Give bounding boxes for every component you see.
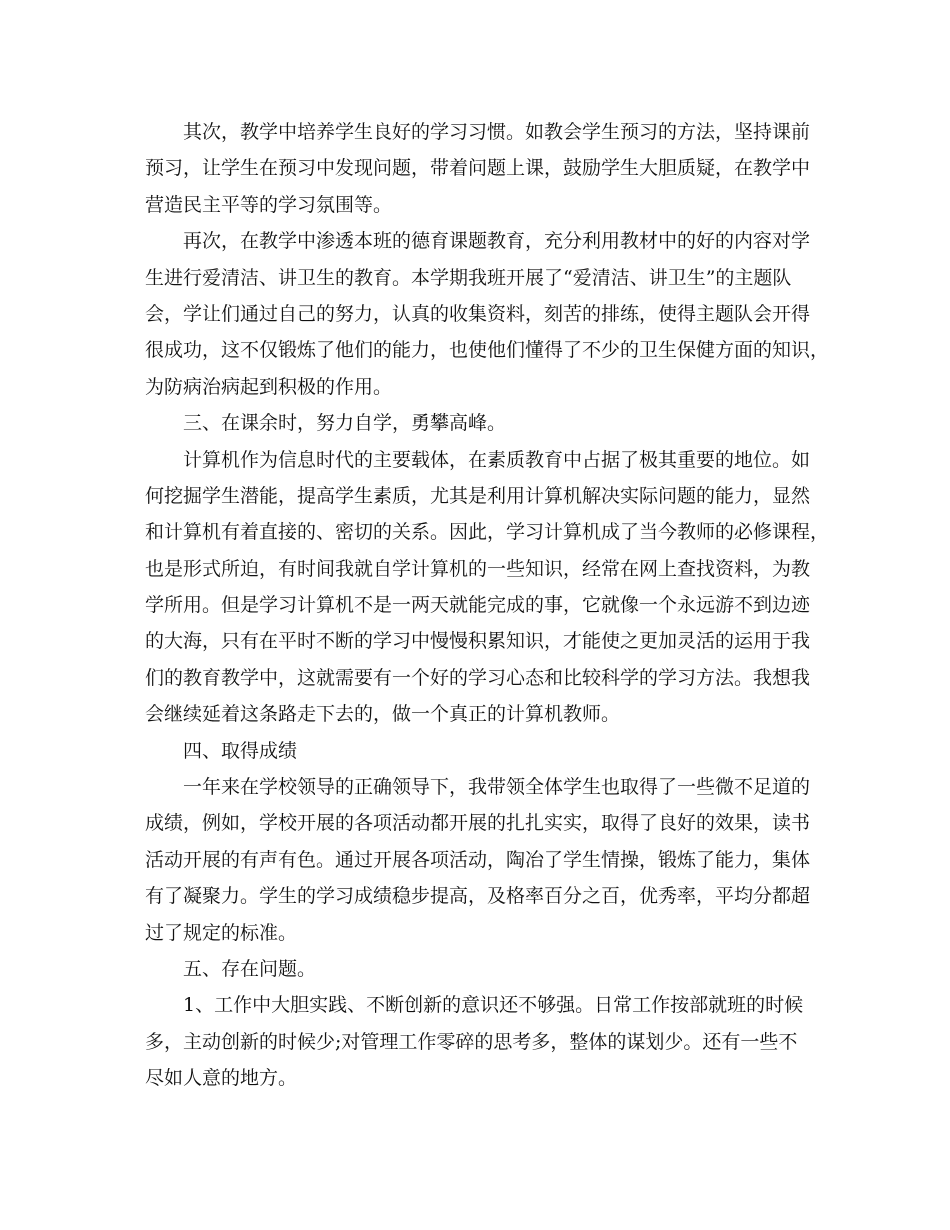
paragraph-line: 多，主动创新的时候少;对管理工作零碎的思考多，整体的谋划少。还有一些不 — [145, 1030, 798, 1053]
paragraph-line: 活动开展的有声有色。通过开展各项活动，陶冶了学生情操，锻炼了能力，集体 — [145, 848, 811, 871]
paragraph-line: 也是形式所迫，有时间我就自学计算机的一些知识，经常在网上查找资料，为教 — [145, 557, 811, 580]
document-body — [145, 114, 830, 1097]
paragraph-line: 1、工作中大胆实践、不断创新的意识还不够强。日常工作按部就班的时候 — [183, 994, 804, 1017]
paragraph-line: 其次，教学中培养学生良好的学习习惯。如教会学生预习的方法，坚持课前 — [183, 121, 811, 143]
paragraph-line: 学所用。但是学习计算机不是一两天就能完成的事，它就像一个永远游不到边迹 — [145, 594, 811, 617]
paragraph-line: 成绩，例如，学校开展的各项活动都开展的扎扎实实，取得了良好的效果，读书 — [145, 812, 811, 835]
paragraph-line: 很成功，这不仅锻炼了他们的能力，也使他们懂得了不少的卫生保健方面的知识， — [145, 339, 830, 362]
paragraph-line: 再次，在教学中渗透本班的德育课题教育，充分利用教材中的好的内容对学 — [183, 230, 811, 253]
paragraph-line: 过了规定的标准。 — [145, 921, 298, 944]
paragraph-line: 会，学让们通过自己的努力，认真的收集资料，刻苦的排练，使得主题队会开得 — [145, 302, 811, 325]
paragraph-line: 一年来在学校领导的正确领导下，我带领全体学生也取得了一些微不足道的 — [183, 776, 811, 799]
paragraph-line: 何挖掘学生潜能，提高学生素质，尤其是利用计算机解决实际问题的能力，显然 — [145, 484, 811, 507]
paragraph-line: 会继续延着这条路走下去的，做一个真正的计算机教师。 — [145, 703, 621, 726]
paragraph-line: 为防病治病起到积极的作用。 — [145, 375, 393, 398]
section-heading: 三、在课余时，努力自学，勇攀高峰。 — [183, 412, 507, 435]
paragraph-line: 营造民主平等的学习氛围等。 — [145, 193, 393, 216]
section-heading: 五、存在问题。 — [183, 957, 317, 980]
paragraph-line: 尽如人意的地方。 — [145, 1067, 298, 1090]
paragraph-line: 有了凝聚力。学生的学习成绩稳步提高，及格率百分之百，优秀率，平均分都超 — [145, 885, 811, 908]
paragraph-line: 的大海，只有在平时不断的学习中慢慢积累知识，才能使之更加灵活的运用于我 — [145, 630, 811, 653]
paragraph-line: 预习，让学生在预习中发现问题，带着问题上课，鼓励学生大胆质疑，在教学中 — [145, 157, 811, 180]
paragraph-line: 生进行爱清洁、讲卫生的教育。本学期我班开展了“爱清洁、讲卫生”的主题队 — [145, 266, 792, 289]
paragraph-line: 和计算机有着直接的、密切的关系。因此，学习计算机成了当今教师的必修课程， — [145, 521, 830, 544]
paragraph-line: 们的教育教学中，这就需要有一个好的学习心态和比较科学的学习方法。我想我 — [145, 666, 811, 689]
section-heading: 四、取得成绩 — [183, 739, 298, 762]
paragraph-line: 计算机作为信息时代的主要载体，在素质教育中占据了极其重要的地位。如 — [183, 448, 811, 471]
